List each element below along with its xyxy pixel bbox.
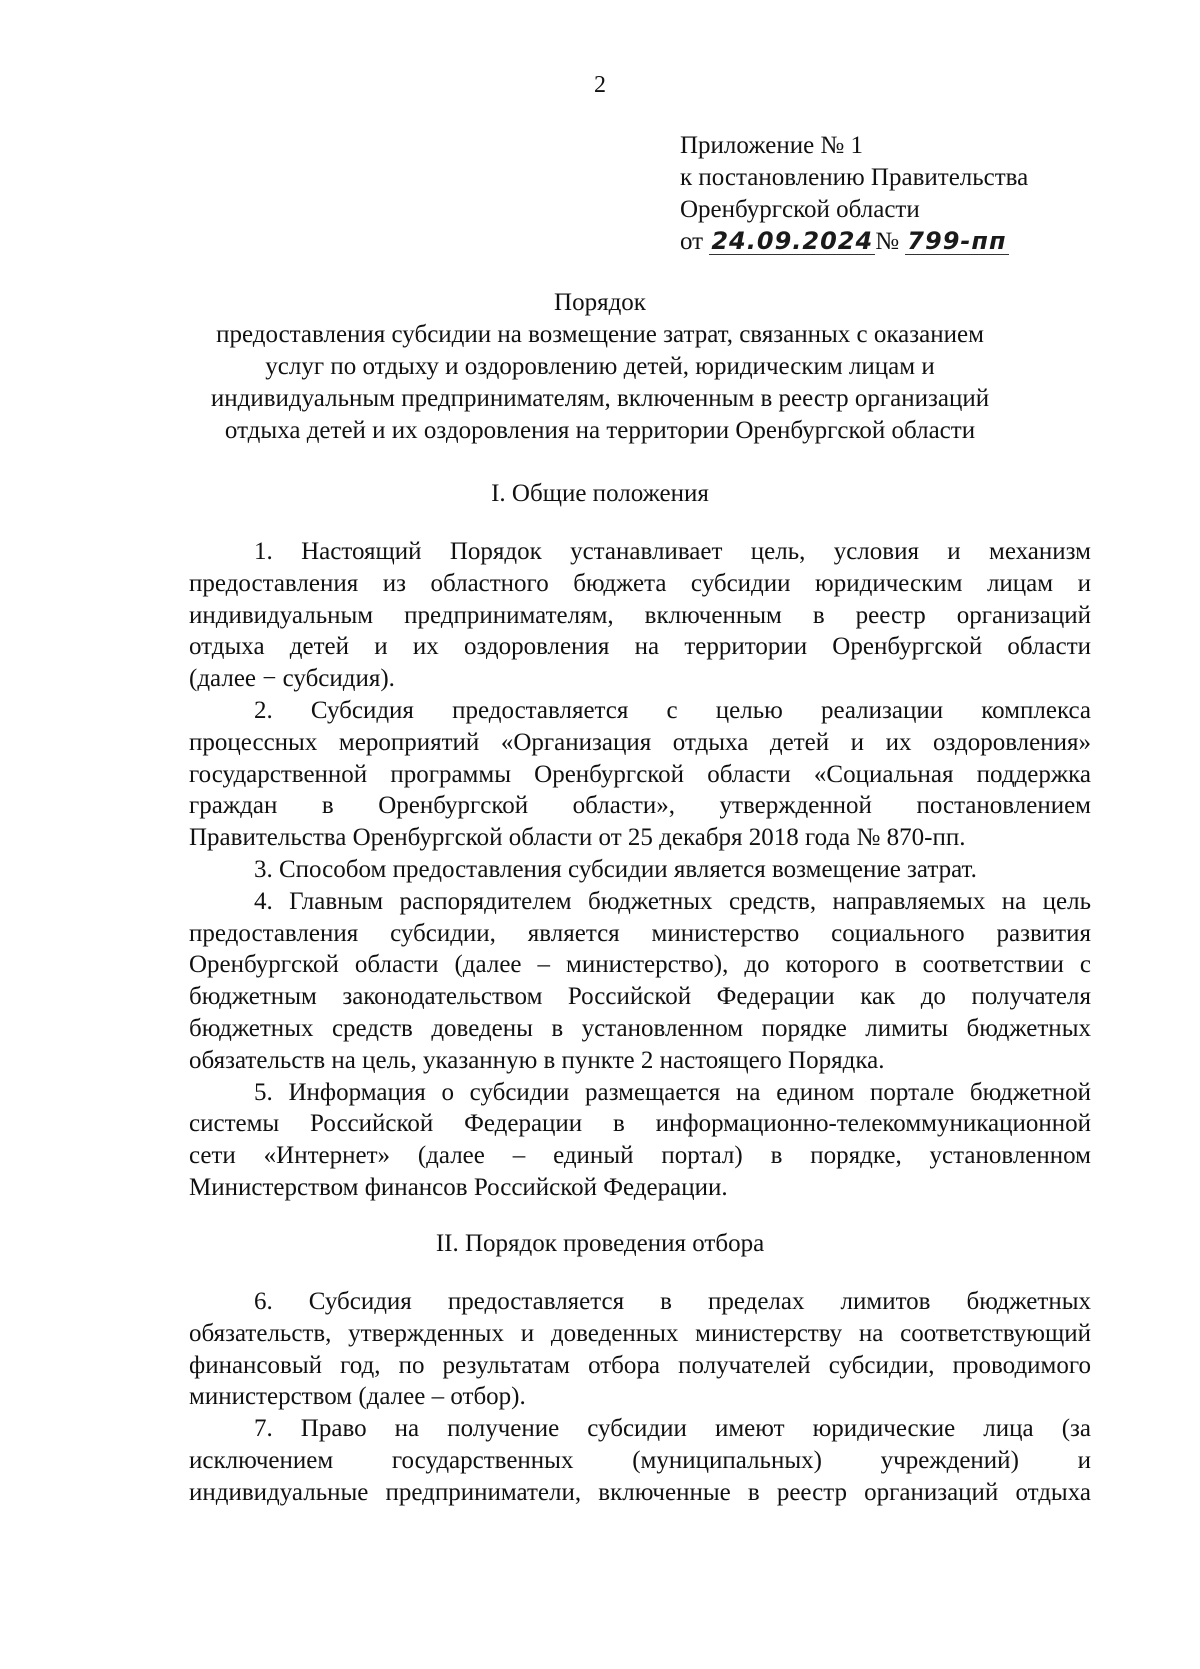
section-2-body — [189, 1286, 1091, 1509]
paragraph-line: 7. Право на получение субсидии имеют юридические лица (за — [254, 1415, 1091, 1443]
appendix-block — [680, 130, 1120, 258]
paragraph-line: системы Российской Федерации в информационно-телекоммуникационной — [189, 1110, 1091, 1138]
page-number: 2 — [594, 72, 606, 98]
appendix-line-2: к постановлению Правительства — [680, 164, 1029, 191]
paragraph-line: 5. Информация о субсидии размещается на едином портале бюджетной — [254, 1078, 1091, 1106]
from-label: от — [680, 228, 704, 255]
appendix-line-3: Оренбургской области — [680, 196, 920, 223]
paragraph-line: индивидуальным предпринимателям, включенным в реестр организаций — [189, 601, 1091, 629]
paragraph-line: 1. Настоящий Порядок устанавливает цель, условия и механизм — [254, 538, 1091, 565]
paragraph-line: предоставления субсидии, является министерство социального развития — [189, 919, 1091, 947]
handwritten-number: 799-пп — [907, 227, 1007, 255]
paragraph-line: процессных мероприятий «Организация отдыха детей и их оздоровления» — [189, 728, 1091, 756]
paragraph-line: сети «Интернет» (далее – единый портал) в порядке, установленном — [189, 1142, 1091, 1170]
appendix-line-1: Приложение № 1 — [680, 132, 864, 159]
paragraph-line: обязательств, утвержденных и доведенных министерству на соответствующий — [189, 1319, 1091, 1347]
title-heading: Порядок — [554, 289, 646, 316]
paragraph-line: исключением государственных (муниципальных) учреждений) и — [189, 1446, 1091, 1474]
paragraph-line: обязательств на цель, указанную в пункте 2 настоящего Порядка. — [189, 1046, 885, 1074]
paragraph-line: (далее − субсидия). — [189, 665, 395, 693]
paragraph-line: министерством (далее – отбор). — [189, 1383, 526, 1411]
title-line: индивидуальным предпринимателям, включенным в реестр организаций — [210, 385, 990, 412]
paragraph-line: бюджетным законодательством Российской Федерации как до получателя — [189, 983, 1091, 1011]
paragraph-line: 2. Субсидия предоставляется с целью реализации комплекса — [254, 696, 1091, 724]
paragraph-line: 3. Способом предоставления субсидии является возмещение затрат. — [254, 855, 977, 883]
paragraph-line: государственной программы Оренбургской области «Социальная поддержка — [189, 760, 1091, 788]
paragraph-line: индивидуальные предприниматели, включенные в реестр организаций отдыха — [189, 1478, 1091, 1506]
paragraph-line: Правительства Оренбургской области от 25 декабря 2018 года № 870-пп. — [189, 824, 966, 852]
title-line: предоставления субсидии на возмещение затрат, связанных с оказанием — [216, 321, 984, 348]
paragraph-line: бюджетных средств доведены в установленном порядке лимиты бюджетных — [189, 1014, 1091, 1042]
section-1-heading: I. Общие положения — [491, 480, 709, 507]
title-line: отдыха детей и их оздоровления на территории Оренбургской области — [224, 417, 976, 444]
paragraph-line: предоставления из областного бюджета субсидии юридическим лицам и — [189, 569, 1091, 597]
document-title — [0, 287, 1200, 447]
title-line: услуг по отдыху и оздоровлению детей, юридическим лицам и — [265, 353, 935, 380]
section-2-heading: II. Порядок проведения отбора — [435, 1230, 765, 1257]
paragraph-line: 6. Субсидия предоставляется в пределах лимитов бюджетных — [254, 1288, 1091, 1315]
number-label: № — [875, 228, 900, 255]
paragraph-line: Оренбургской области (далее – министерство), до которого в соответствии с — [189, 951, 1091, 979]
paragraph-line: граждан в Оренбургской области», утвержденной постановлением — [189, 792, 1091, 820]
paragraph-line: отдыха детей и их оздоровления на территории Оренбургской области — [189, 633, 1091, 661]
paragraph-line: Министерством финансов Российской Федерации. — [189, 1173, 728, 1201]
handwritten-date: 24.09.2024 — [711, 227, 874, 255]
paragraph-line: финансовый год, по результатам отбора получателей субсидии, проводимого — [189, 1351, 1091, 1379]
appendix-line-date — [680, 226, 1120, 258]
section-1-body — [189, 536, 1091, 1204]
paragraph-line: 4. Главным распорядителем бюджетных средств, направляемых на цель — [254, 887, 1091, 915]
